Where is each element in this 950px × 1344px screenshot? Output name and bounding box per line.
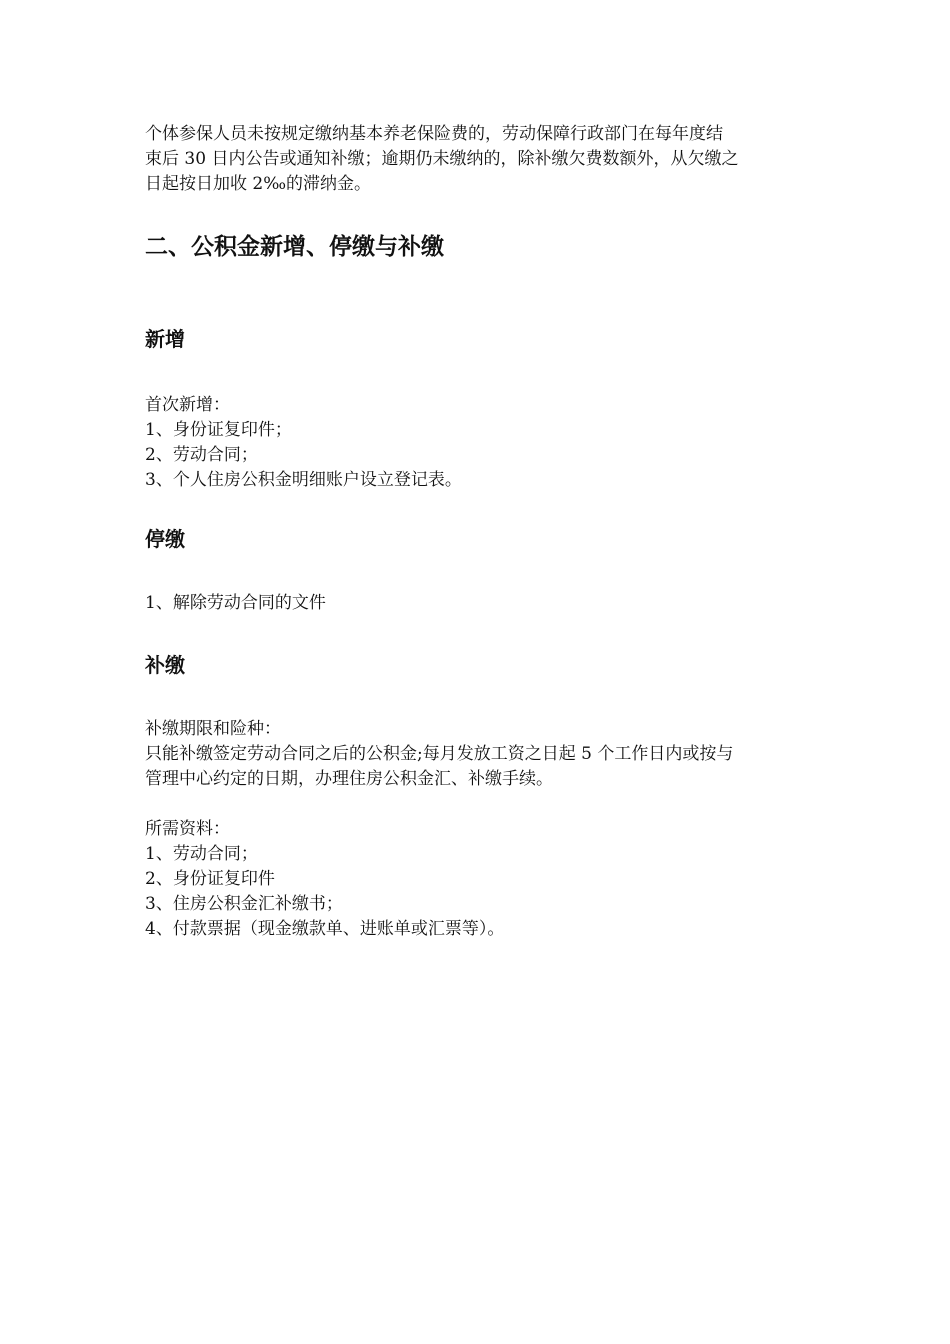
section-title: 二、公积金新增、停缴与补缴 xyxy=(145,234,444,260)
list-item: 2、劳动合同； xyxy=(145,445,258,465)
materials-lead: 所需资料： xyxy=(145,819,230,839)
intro-line: 日起按日加收 2‰的滞纳金。 xyxy=(145,174,372,194)
heading-supplement: 补缴 xyxy=(145,653,185,677)
list-item: 1、劳动合同； xyxy=(145,844,258,864)
period-lead: 补缴期限和险种： xyxy=(145,719,281,739)
intro-line: 个体参保人员未按规定缴纳基本养老保险费的，劳动保障行政部门在每年度结 xyxy=(145,124,723,144)
heading-new: 新增 xyxy=(145,327,185,351)
list-item: 1、身份证复印件； xyxy=(145,420,292,440)
new-list xyxy=(145,393,810,493)
list-item: 3、个人住房公积金明细账户设立登记表。 xyxy=(145,470,462,490)
list-item: 3、住房公积金汇补缴书； xyxy=(145,894,343,914)
intro-paragraph xyxy=(145,122,810,197)
list-item: 2、身份证复印件 xyxy=(145,869,275,889)
intro-line: 束后 30 日内公告或通知补缴；逾期仍未缴纳的，除补缴欠费数额外，从欠缴之 xyxy=(145,149,739,169)
supplement-period xyxy=(145,717,810,792)
list-item: 1、解除劳动合同的文件 xyxy=(145,593,326,613)
period-line: 管理中心约定的日期，办理住房公积金汇、补缴手续。 xyxy=(145,769,553,789)
document-content xyxy=(145,122,810,942)
list-item: 4、付款票据（现金缴款单、进账单或汇票等）。 xyxy=(145,919,505,939)
new-lead: 首次新增： xyxy=(145,395,230,415)
period-line: 只能补缴签定劳动合同之后的公积金;每月发放工资之日起 5 个工作日内或按与 xyxy=(145,744,734,764)
heading-stop: 停缴 xyxy=(145,527,185,551)
stop-list xyxy=(145,591,810,616)
supplement-materials xyxy=(145,817,810,942)
